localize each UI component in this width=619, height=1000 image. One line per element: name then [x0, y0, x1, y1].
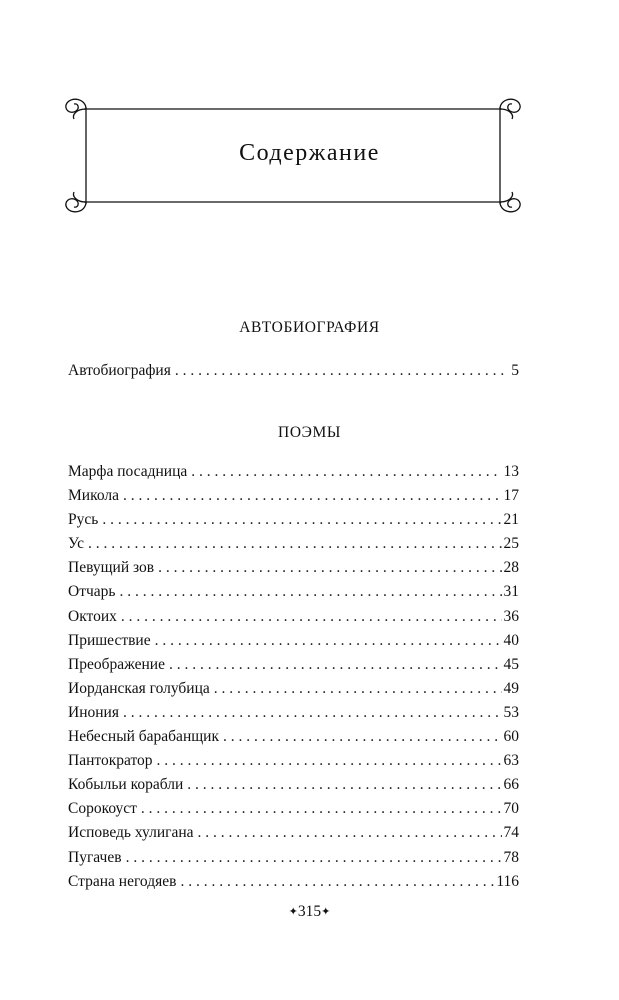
toc-entry-title: Ус — [68, 535, 84, 553]
toc-entry-title: Русь — [68, 511, 99, 529]
dot-leader — [169, 656, 502, 674]
dot-leader — [141, 800, 502, 818]
toc-entry-title: Пришествие — [68, 631, 151, 649]
toc-entry-title: Марфа посадница — [68, 463, 188, 480]
dot-leader — [223, 728, 502, 746]
toc-entry-page: 17 — [503, 487, 519, 505]
toc-entry-page: 36 — [503, 607, 519, 625]
toc-entry-title: Певущий зов — [68, 559, 155, 577]
toc-entry-page: 63 — [503, 752, 519, 770]
toc-entry[interactable] — [68, 535, 519, 559]
toc-entry-page: 21 — [503, 511, 519, 529]
page-number-value: 315 — [297, 903, 322, 920]
toc-entry-page: 40 — [503, 631, 519, 649]
toc-entry[interactable] — [68, 487, 519, 511]
dot-leader — [119, 583, 501, 601]
toc-entry-title: Пугачев — [68, 848, 122, 866]
dot-leader — [88, 535, 502, 553]
toc-entry-page: 70 — [503, 800, 519, 818]
dot-leader — [123, 487, 502, 505]
toc-entry-title: Октоих — [68, 607, 117, 625]
dot-leader — [187, 776, 501, 794]
toc-entry-title: Страна негодяев — [68, 872, 177, 890]
toc-entry-title: Иорданская голубица — [68, 679, 210, 697]
diamond-ornament-icon: ✦ — [288, 906, 298, 918]
dot-leader — [102, 511, 501, 529]
toc-entry-page: 31 — [503, 583, 519, 601]
toc-entry[interactable] — [68, 873, 519, 897]
toc-list-autobiography — [68, 362, 519, 386]
toc-entry[interactable] — [68, 656, 519, 680]
toc-entry-title: Пантократор — [68, 752, 153, 770]
toc-entry-page: 45 — [503, 655, 519, 673]
toc-entry-page: 5 — [511, 362, 519, 379]
toc-entry[interactable] — [68, 608, 519, 632]
toc-entry-title: Сорокоуст — [68, 800, 137, 818]
toc-entry-page: 60 — [503, 728, 519, 746]
toc-entry-title: Небесный барабанщик — [68, 728, 219, 746]
dot-leader — [126, 849, 502, 867]
page-number — [0, 903, 619, 921]
toc-entry[interactable] — [68, 800, 519, 824]
toc-entry[interactable] — [68, 849, 519, 873]
dot-leader — [155, 632, 502, 650]
dot-leader — [214, 680, 502, 698]
toc-entry[interactable] — [68, 776, 519, 800]
dot-leader — [158, 559, 501, 577]
toc-entry[interactable] — [68, 583, 519, 607]
page-title: Содержание — [239, 140, 380, 166]
toc-entry[interactable] — [68, 728, 519, 752]
dot-leader — [157, 752, 502, 770]
toc-entry[interactable] — [68, 824, 519, 848]
toc-entry[interactable] — [68, 463, 519, 487]
toc-entry[interactable] — [68, 680, 519, 704]
toc-entry-page: 74 — [503, 824, 519, 842]
toc-entry-title: Автобиография — [68, 362, 171, 379]
dot-leader — [123, 704, 502, 722]
toc-entry[interactable] — [68, 632, 519, 656]
toc-entry-title: Инония — [68, 703, 119, 721]
dot-leader — [180, 873, 494, 891]
diamond-ornament-icon: ✦ — [321, 906, 331, 918]
toc-entry-title: Отчарь — [68, 583, 116, 601]
toc-entry-page: 66 — [503, 776, 519, 794]
toc-entry-page: 53 — [503, 703, 519, 721]
dot-leader — [121, 608, 502, 626]
toc-list-poems — [68, 463, 519, 897]
toc-entry-title: Преображение — [68, 655, 165, 673]
section-heading-autobiography: АВТОБИОГРАФИЯ — [239, 319, 380, 336]
dot-leader — [175, 362, 509, 380]
toc-entry[interactable] — [68, 362, 519, 386]
toc-entry-title: Кобыльи корабли — [68, 776, 184, 794]
dot-leader — [198, 824, 502, 842]
toc-entry-page: 28 — [503, 559, 519, 577]
section-heading-poems: ПОЭМЫ — [278, 424, 341, 441]
toc-entry-page: 116 — [496, 872, 519, 890]
toc-entry[interactable] — [68, 559, 519, 583]
toc-entry-page: 13 — [503, 463, 519, 480]
toc-entry[interactable] — [68, 752, 519, 776]
toc-entry-page: 78 — [503, 848, 519, 866]
toc-entry-title: Микола — [68, 487, 119, 505]
dot-leader — [191, 463, 501, 481]
toc-entry[interactable] — [68, 704, 519, 728]
toc-entry-page: 25 — [503, 535, 519, 553]
toc-entry-title: Исповедь хулигана — [68, 824, 194, 842]
toc-entry-page: 49 — [503, 679, 519, 697]
toc-entry[interactable] — [68, 511, 519, 535]
